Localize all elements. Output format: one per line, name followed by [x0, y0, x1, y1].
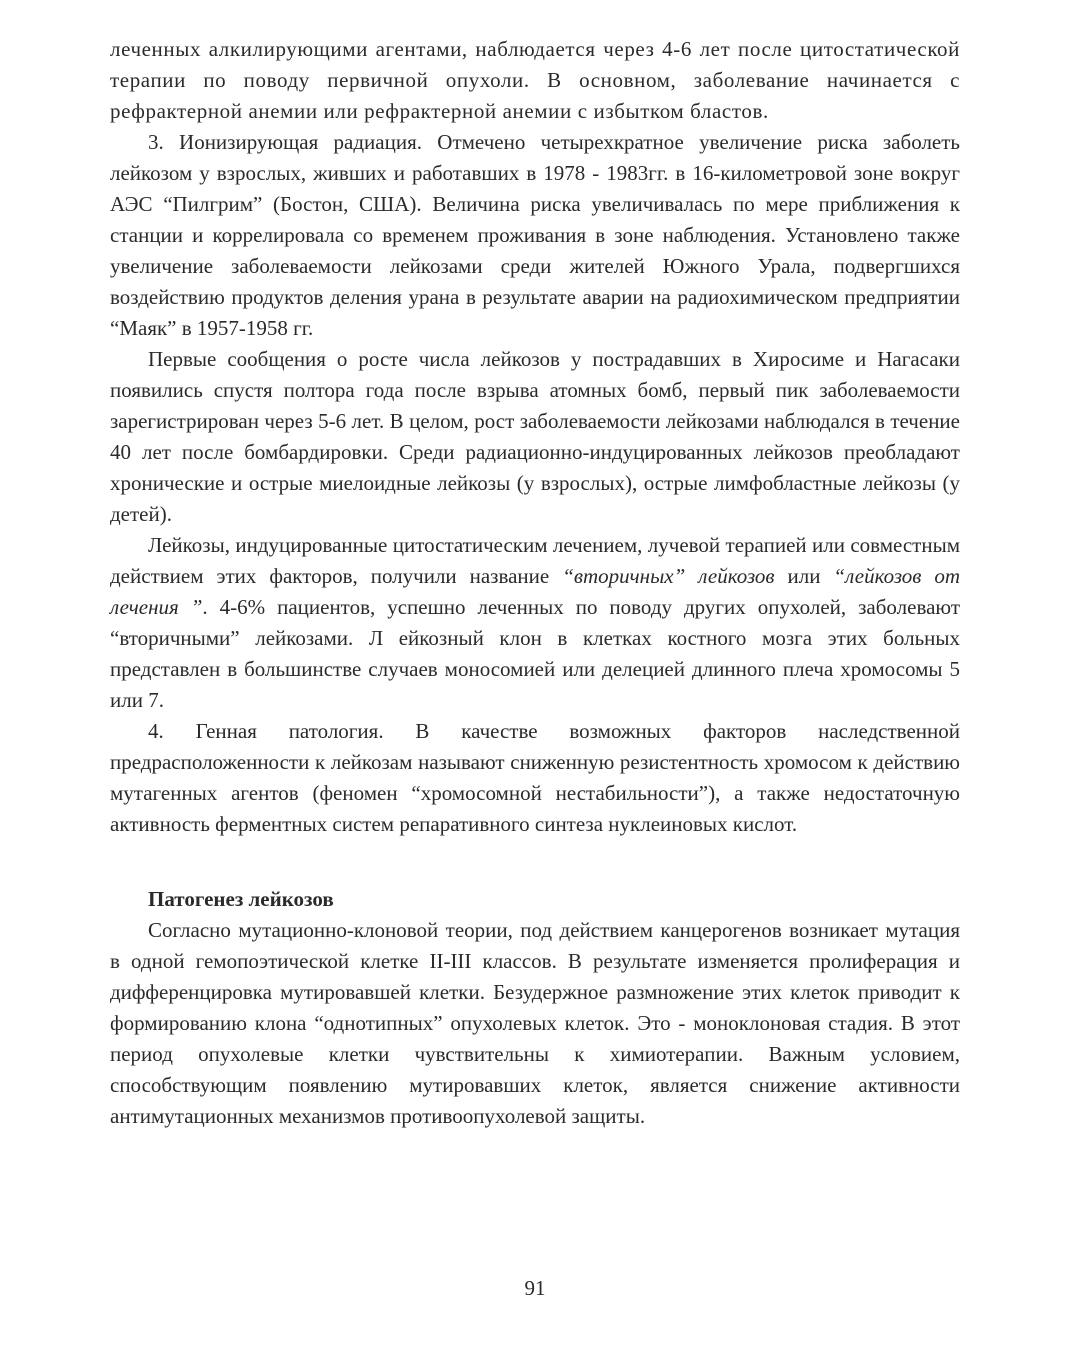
document-page	[110, 34, 960, 1132]
text-fragment: или	[774, 564, 834, 588]
paragraph-secondary-leukemia	[110, 530, 960, 716]
paragraph-hiroshima-nagasaki: Первые сообщения о росте числа лейкозов у пострадавших в Хиросиме и Нагасаки появились спустя полтора года после взрыва атомных бомб, первый пик заболеваемости зарегистрирован через 5-6 лет. В целом, рост заболеваемости лейкозами наблюдался в течение 40 лет после бомбардировки. Среди радиационно-индуцированных лейкозов преобладают хронические и острые миелоидные лейкозы (у взрослых), острые лимфобластные лейкозы (у детей).	[110, 347, 960, 526]
paragraph-ionizing-radiation: 3. Ионизирующая радиация. Отмечено четырехкратное увеличение риска заболеть лейкозом у взрослых, живших и работавших в 1978 - 1983гг. в 16-километровой зоне вокруг АЭС “Пилгрим” (Бостон, США). Величина риска увеличивалась по мере приближения к станции и коррелировала со временем проживания в зоне наблюдения. Установлено также увеличение заболеваемости лейкозами среди жителей Южного Урала, подвергшихся воздействию продуктов деления урана в результате аварии на радиохимическом предприятии “Маяк” в 1957-1958 гг.	[110, 130, 960, 340]
italic-term-treatment: “лейкозов от лечения ”	[110, 564, 960, 619]
text-fragment: . 4-6% пациентов, успешно леченных по поводу других опухолей, заболевают “вторичными” лейкозами. Л ейкозный клон в клетках костного мозга этих больных представлен в большинстве случаев моносомией или делецией длинного плеча хромосомы 5 или 7.	[110, 595, 961, 712]
paragraph-alkylating-agents: леченных алкилирующими агентами, наблюдается через 4-6 лет после цитостатической терапии по поводу первичной опухоли. В основном, заболевание начинается с рефрактерной анемии или рефрактерной анемии с избытком бластов.	[110, 37, 960, 123]
section-gap	[110, 840, 960, 884]
paragraph-genetic-pathology: 4. Генная патология. В качестве возможных факторов наследственной предрасположенности к лейкозам называют сниженную резистентность хромосом к действию мутагенных агентов (феномен “хромосомной нестабильности”), а также недостаточную активность ферментных систем репаративного синтеза нуклеиновых кислот.	[110, 719, 960, 836]
paragraph-pathogenesis: Согласно мутационно-клоновой теории, под действием канцерогенов возникает мутация в одной гемопоэтической клетке II-III классов. В результате изменяется пролиферация и дифференцировка мутировавшей клетки. Безудержное размножение этих клеток приводит к формированию клона “однотипных” опухолевых клеток. Это - моноклоновая стадия. В этот период опухолевые клетки чувствительны к химиотерапии. Важным условием, способствующим появлению мутировавших клеток, является снижение активности антимутационных механизмов противоопухолевой защиты.	[110, 918, 960, 1128]
page-number: 91	[524, 1276, 546, 1300]
italic-term-secondary: “вторичных” лейкозов	[562, 564, 775, 588]
section-heading: Патогенез лейкозов	[148, 887, 334, 911]
text-fragment: Лейкозы, индуцированные цитостатическим лечением, лучевой терапией или совместным действием этих факторов, получили название	[110, 533, 960, 588]
